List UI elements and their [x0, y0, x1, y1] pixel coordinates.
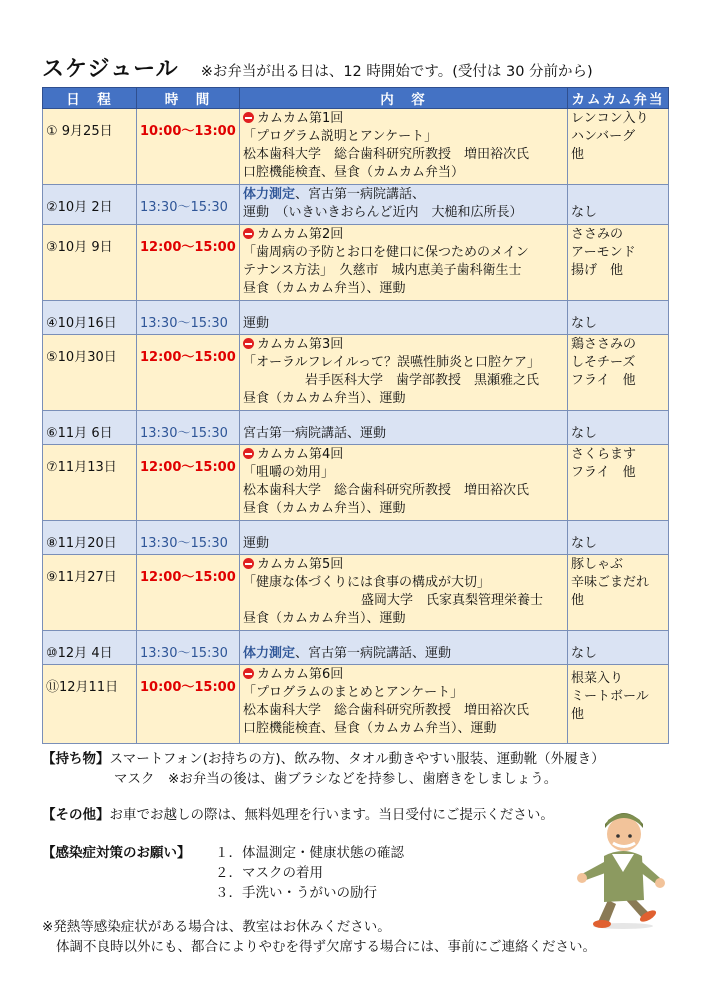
table-header-row	[43, 88, 669, 109]
session-label: カムカム第6回	[257, 667, 344, 682]
bento-line: レンコン入り	[571, 111, 649, 126]
table-row	[43, 555, 669, 631]
content-line: テナンス方法」 久慈市 城内恵美子歯科衛生士	[243, 263, 522, 278]
session-label: カムカム第2回	[257, 227, 344, 242]
content-line: 口腔機能検査、昼食（カムカム弁当）、運動	[243, 721, 497, 736]
content-line: 「オーラルフレイルって？誤嚥性肺炎と口腔ケア」	[243, 355, 541, 370]
content-line: 松本歯科大学 総合歯科研究所教授 増田裕次氏	[243, 483, 530, 498]
infection-label: 【感染症対策のお願い】	[42, 845, 191, 861]
fitness-test-label: 体力測定	[243, 646, 296, 661]
row-date: ⑧11月20日	[43, 521, 137, 555]
content-line: 運動 （いきいきおらんど近内 大槌和広所長）	[243, 205, 523, 220]
column-header-time: 時 間	[137, 88, 240, 109]
row-time: 13:30～15:30	[137, 185, 240, 225]
bento-line: 根菜入り	[571, 671, 624, 686]
session-label: カムカム第1回	[257, 111, 344, 126]
content-line: 松本歯科大学 総合歯科研究所教授 増田裕次氏	[243, 147, 530, 162]
table-row	[43, 445, 669, 521]
content-line: 「プログラムのまとめとアンケート」	[243, 685, 464, 700]
bento-line: 辛味ごまだれ	[571, 575, 650, 590]
row-bento	[568, 521, 669, 555]
other-section	[42, 805, 554, 825]
infection-item: ３．手洗い・うがいの励行	[215, 885, 377, 901]
table-row	[43, 521, 669, 555]
row-date: ⑥11月 6日	[43, 411, 137, 445]
bento-line: なし	[571, 426, 598, 441]
bento-line: 他	[571, 593, 585, 608]
row-date: ① 9月25日	[43, 109, 137, 185]
infection-item: １．体温測定・健康状態の確認	[215, 845, 404, 861]
bento-line: しそチーズ	[571, 355, 636, 370]
row-date: ④10月16日	[43, 301, 137, 335]
bento-line: なし	[571, 205, 598, 220]
row-time: 13:30～15:30	[137, 631, 240, 665]
row-time: 12:00～15:00	[137, 335, 240, 411]
bento-line: 豚しゃぶ	[571, 557, 624, 572]
row-time: 13:30～15:30	[137, 411, 240, 445]
row-bento	[568, 335, 669, 411]
row-date: ⑪12月11日	[43, 665, 137, 744]
row-content	[240, 521, 568, 555]
table-row	[43, 665, 669, 744]
row-time: 10:00～15:00	[137, 665, 240, 744]
column-header-date: 日 程	[43, 88, 137, 109]
row-content	[240, 335, 568, 411]
bento-line: 他	[571, 147, 585, 162]
walking-elder-illustration	[568, 800, 678, 930]
footer-line: 体調不良時以外にも、都合によりやむを得ず欠席する場合には、事前にご連絡ください。	[56, 939, 596, 955]
row-bento	[568, 109, 669, 185]
row-bento	[568, 225, 669, 301]
row-bento	[568, 665, 669, 744]
content-line: 昼食（カムカム弁当）、運動	[243, 281, 406, 296]
table-row	[43, 301, 669, 335]
row-bento	[568, 185, 669, 225]
content-line: 盛岡大学 氏家真梨管理栄養士	[361, 593, 544, 608]
content-line: 「健康な体づくりには食事の構成が大切」	[243, 575, 491, 590]
bento-line: 揚げ 他	[571, 263, 624, 278]
content-line: 宮古第一病院講話、運動	[243, 426, 387, 441]
row-time: 13:30～15:30	[137, 521, 240, 555]
content-line: 運動	[243, 536, 270, 551]
row-time: 12:00～15:00	[137, 225, 240, 301]
row-time: 12:00～15:00	[137, 445, 240, 521]
page-title: スケジュール	[42, 57, 179, 82]
row-bento	[568, 631, 669, 665]
session-label: カムカム第3回	[257, 337, 344, 352]
row-bento	[568, 301, 669, 335]
schedule-table	[42, 87, 669, 744]
table-row	[43, 185, 669, 225]
row-time: 10:00～13:00	[137, 109, 240, 185]
row-time: 13:30～15:30	[137, 301, 240, 335]
row-date: ⑤10月30日	[43, 335, 137, 411]
bento-line: 他	[571, 707, 585, 722]
content-line: 昼食（カムカム弁当）、運動	[243, 611, 406, 626]
column-header-bento: カムカム弁当	[568, 88, 669, 109]
footer-notes	[42, 917, 596, 957]
fitness-test-label: 体力測定	[243, 187, 296, 202]
bento-line: なし	[571, 646, 598, 661]
table-row	[43, 335, 669, 411]
bento-line: なし	[571, 536, 598, 551]
row-bento	[568, 445, 669, 521]
infection-section	[42, 843, 191, 863]
no-entry-icon	[243, 558, 254, 569]
row-date: ⑨11月27日	[43, 555, 137, 631]
content-line: 「歯周病の予防とお口を健口に保つためのメイン	[243, 245, 529, 260]
belongings-text-2: マスク ※お弁当の後は、歯ブラシなどを持参し、歯磨きをしましょう。	[114, 771, 558, 787]
row-content	[240, 225, 568, 301]
row-content	[240, 411, 568, 445]
content-line: 「プログラム説明とアンケート」	[243, 129, 438, 144]
no-entry-icon	[243, 668, 254, 679]
table-row	[43, 631, 669, 665]
other-label: 【その他】	[42, 807, 110, 823]
content-line: 岩手医科大学 歯学部教授 黒瀬雅之氏	[305, 373, 540, 388]
content-line: 口腔機能検査、昼食（カムカム弁当）	[243, 165, 465, 180]
bento-line: フライ 他	[571, 373, 636, 388]
row-date: ⑦11月13日	[43, 445, 137, 521]
content-line: 松本歯科大学 総合歯科研究所教授 増田裕次氏	[243, 703, 530, 718]
bento-line: なし	[571, 316, 598, 331]
belongings-section	[42, 749, 605, 789]
content-line: 、宮古第一病院講話、	[295, 187, 426, 202]
table-row	[43, 109, 669, 185]
bento-line: さくらます	[571, 447, 637, 462]
bento-line: フライ 他	[571, 465, 636, 480]
row-content	[240, 555, 568, 631]
row-date: ⑩12月 4日	[43, 631, 137, 665]
content-line: 、宮古第一病院講話、運動	[295, 646, 452, 661]
page-subtitle: ※お弁当が出る日は、12 時開始です。(受付は 30 分前から)	[200, 64, 593, 80]
no-entry-icon	[243, 112, 254, 123]
content-line: 昼食（カムカム弁当）、運動	[243, 391, 406, 406]
belongings-text: スマートフォン(お持ちの方)、飲み物、タオル動きやすい服装、運動靴（外履き）	[109, 751, 605, 767]
content-line: 昼食（カムカム弁当）、運動	[243, 501, 406, 516]
row-date: ③10月 9日	[43, 225, 137, 301]
row-content	[240, 665, 568, 744]
other-text: お車でお越しの際は、無料処理を行います。当日受付にご提示ください。	[109, 807, 554, 823]
row-content	[240, 631, 568, 665]
row-content	[240, 185, 568, 225]
row-content	[240, 109, 568, 185]
session-label: カムカム第5回	[257, 557, 344, 572]
content-line: 運動	[243, 316, 270, 331]
table-row	[43, 411, 669, 445]
belongings-label: 【持ち物】	[42, 751, 110, 767]
bento-line: ハンバーグ	[571, 129, 636, 144]
row-time: 12:00～15:00	[137, 555, 240, 631]
footer-line: ※発熱等感染症状がある場合は、教室はお休みください。	[42, 919, 391, 935]
infection-item: ２．マスクの着用	[215, 865, 323, 881]
table-row	[43, 225, 669, 301]
no-entry-icon	[243, 338, 254, 349]
row-bento	[568, 555, 669, 631]
row-date: ②10月 2日	[43, 185, 137, 225]
no-entry-icon	[243, 228, 254, 239]
session-label: カムカム第4回	[257, 447, 344, 462]
row-content	[240, 301, 568, 335]
infection-list	[215, 843, 404, 903]
bento-line: ささみの	[571, 227, 624, 242]
row-bento	[568, 411, 669, 445]
bento-line: 鶏ささみの	[571, 337, 637, 352]
bento-line: ミートボール	[571, 689, 649, 704]
title-row	[42, 52, 672, 86]
column-header-content: 内 容	[240, 88, 568, 109]
row-content	[240, 445, 568, 521]
bento-line: アーモンド	[571, 245, 636, 260]
no-entry-icon	[243, 448, 254, 459]
content-line: 「咀嚼の効用」	[243, 465, 335, 480]
